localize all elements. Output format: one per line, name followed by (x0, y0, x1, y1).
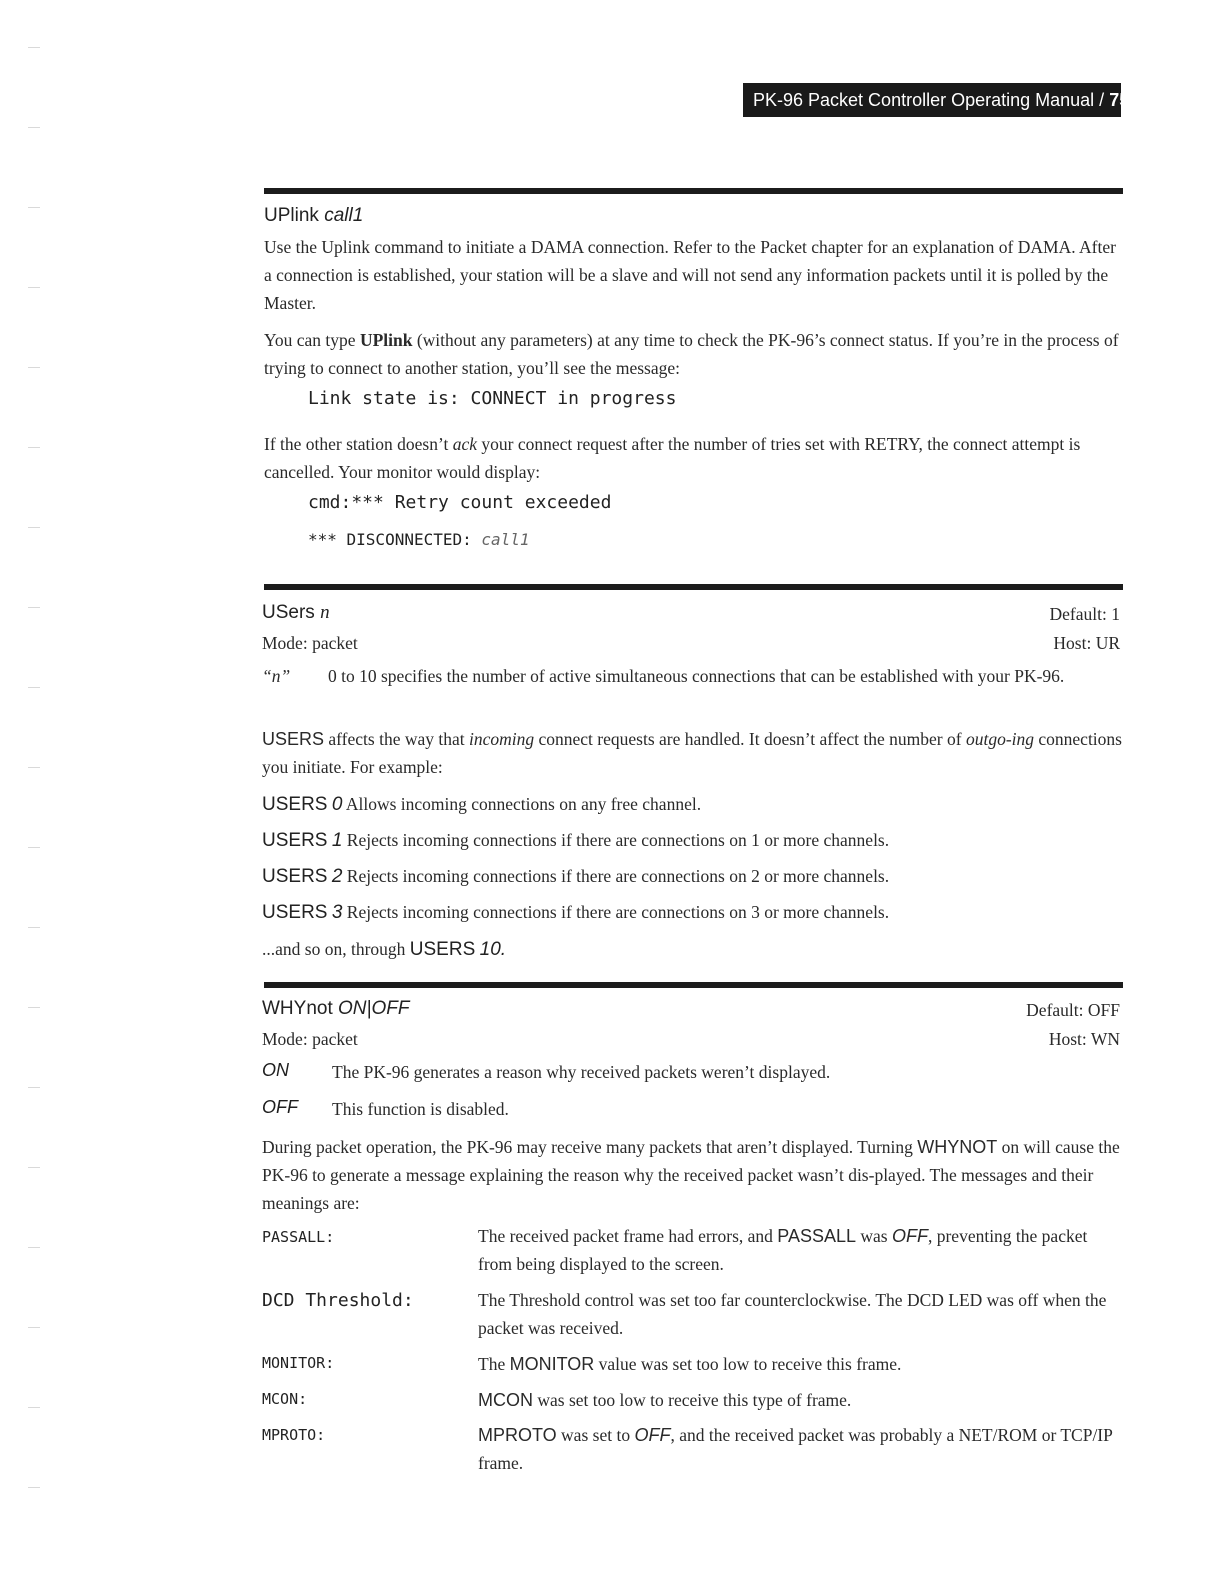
users-example-0 (262, 790, 1122, 819)
users-example-0-desc: Allows incoming connections on any free channel. (342, 794, 702, 814)
running-header (743, 83, 1130, 117)
whynot-cmd: WHYnot (262, 998, 333, 1019)
msg-key-mproto: MPROTO: (262, 1426, 326, 1444)
msg-passall-it: OFF (891, 1226, 928, 1246)
uplink-para-2 (264, 326, 1122, 382)
users-example-1 (262, 826, 1122, 855)
uplink-para-3-post: your connect request after the number of tries set with RETRY, the connect attempt is cancelled. Your monitor would display: (264, 434, 1081, 482)
users-para-b: connect requests are handled. It doesn’t affect the number of (534, 729, 966, 749)
page-number: 75 (1109, 90, 1130, 110)
msg-passall-kw: PASSALL (777, 1226, 856, 1246)
users-arg: n (320, 602, 330, 623)
whynot-host: Host: WN (1048, 1029, 1120, 1049)
uplink-message-2: cmd:*** Retry count exceeded (308, 492, 612, 513)
users-example-0-val: 0 (331, 794, 343, 815)
uplink-para-2-post: (without any parameters) at any time to check the PK-96’s connect status. If you’re in the process of trying to connect to another station, you’ll see the message: (264, 330, 1119, 378)
section-rule-whynot (264, 982, 1123, 988)
whynot-arg: ON|OFF (338, 998, 410, 1019)
users-closing-val: 10. (479, 939, 507, 960)
uplink-message-3-pre: *** DISCONNECTED: (308, 530, 482, 549)
uplink-message-3 (308, 530, 530, 549)
whynot-para-post: on will cause the PK-96 to generate a message explaining the reason why the received packet wasn’t dis-played. The messages and their meanings are: (262, 1137, 1120, 1213)
msg-key-monitor: MONITOR: (262, 1354, 335, 1372)
users-closing (262, 935, 1122, 964)
whynot-off-desc: This function is disabled. (332, 1099, 509, 1119)
users-example-3-kw: USERS (262, 902, 328, 923)
users-para-outgoing: outgo-ing (965, 729, 1035, 749)
msg-monitor-d1: The (478, 1354, 510, 1374)
whynot-default: Default: OFF (1026, 1000, 1120, 1020)
users-para (262, 725, 1122, 781)
whynot-on-key: ON (262, 1060, 289, 1080)
uplink-para-3-ack: ack (452, 434, 478, 454)
users-closing-pre: ...and so on, through (262, 939, 410, 959)
users-cmd: USers (262, 602, 315, 623)
users-para-a: affects the way that (324, 729, 469, 749)
users-example-2-kw: USERS (262, 866, 328, 887)
msg-passall-d2: was (856, 1226, 892, 1246)
users-param-key: “n” (262, 666, 291, 686)
whynot-mode: Mode: packet (262, 1029, 358, 1049)
msg-desc-passall (478, 1222, 1122, 1278)
uplink-arg: call1 (324, 205, 364, 226)
uplink-heading (264, 205, 363, 227)
whynot-off-key: OFF (262, 1097, 298, 1117)
users-example-2-val: 2 (331, 866, 343, 887)
users-heading (262, 602, 330, 624)
msg-mcon-kw: MCON (478, 1390, 533, 1410)
users-example-1-kw: USERS (262, 830, 328, 851)
uplink-para-3 (264, 430, 1122, 486)
msg-mproto-kw: MPROTO (478, 1425, 557, 1445)
msg-key-passall: PASSALL: (262, 1228, 335, 1246)
msg-desc-monitor (478, 1350, 1122, 1378)
users-example-0-kw: USERS (262, 794, 328, 815)
header-title: PK-96 Packet Controller Operating Manual / (753, 90, 1110, 110)
users-example-1-val: 1 (331, 830, 343, 851)
users-closing-kw: USERS (409, 939, 476, 960)
users-mode: Mode: packet (262, 633, 358, 653)
msg-desc-dcd: The Threshold control was set too far counterclockwise. The DCD LED was off when the packet was received. (478, 1290, 1107, 1338)
whynot-para-pre: During packet operation, the PK-96 may receive many packets that aren’t displayed. Turning (262, 1137, 918, 1157)
users-example-3-desc: Rejects incoming connections if there are connections on 3 or more channels. (342, 902, 890, 922)
msg-desc-mproto (478, 1421, 1122, 1477)
users-para-c: connections you initiate. For example: (262, 729, 1122, 777)
uplink-message-3-arg: call1 (481, 530, 530, 549)
msg-passall-d3: , preventing the packet from being displayed to the screen. (478, 1226, 1088, 1274)
whynot-para (262, 1133, 1122, 1217)
whynot-heading (262, 998, 409, 1020)
section-rule-users (264, 584, 1123, 590)
msg-desc-mcon (478, 1386, 1122, 1414)
msg-passall-d1: The received packet frame had errors, and (478, 1226, 778, 1246)
margin-ticks (28, 0, 42, 1584)
whynot-on-desc: The PK-96 generates a reason why received packets weren’t displayed. (332, 1062, 831, 1082)
uplink-message-1: Link state is: CONNECT in progress (308, 388, 677, 409)
users-para-kw: USERS (262, 729, 325, 749)
msg-monitor-kw: MONITOR (509, 1354, 595, 1374)
uplink-para-2-cmd: UPlink (359, 330, 413, 350)
uplink-cmd: UPlink (264, 205, 319, 226)
users-example-1-desc: Rejects incoming connections if there are connections on 1 or more channels. (342, 830, 890, 850)
users-example-3 (262, 898, 1122, 927)
msg-mproto-d2: , and the received packet was probably a NET/ROM or TCP/IP frame. (478, 1425, 1113, 1473)
whynot-para-kw: WHYNOT (917, 1137, 998, 1157)
msg-mproto-it: OFF (634, 1425, 671, 1445)
uplink-para-1: Use the Uplink command to initiate a DAMA connection. Refer to the Packet chapter for an explanation of DAMA. After a connection is established, your station will be a slave and will not send any information packets until it is polled by the Master. (264, 237, 1116, 313)
msg-key-mcon: MCON: (262, 1390, 308, 1408)
users-host: Host: UR (1053, 633, 1120, 653)
users-example-2 (262, 862, 1122, 891)
users-example-3-val: 3 (331, 902, 343, 923)
users-para-incoming: incoming (468, 729, 535, 749)
users-param-desc: 0 to 10 specifies the number of active simultaneous connections that can be established with your PK-96. (328, 666, 1065, 686)
section-rule-uplink (264, 188, 1123, 194)
uplink-para-3-pre: If the other station doesn’t (264, 434, 453, 454)
uplink-para-2-pre: You can type (264, 330, 360, 350)
users-example-2-desc: Rejects incoming connections if there are connections on 2 or more channels. (342, 866, 890, 886)
msg-mproto-d1: was set to (556, 1425, 635, 1445)
msg-monitor-d2: value was set too low to receive this frame. (594, 1354, 902, 1374)
msg-mcon-d1: was set too low to receive this type of frame. (533, 1390, 852, 1410)
users-default: Default: 1 (1049, 604, 1120, 624)
msg-key-dcd: DCD Threshold: (262, 1290, 414, 1311)
